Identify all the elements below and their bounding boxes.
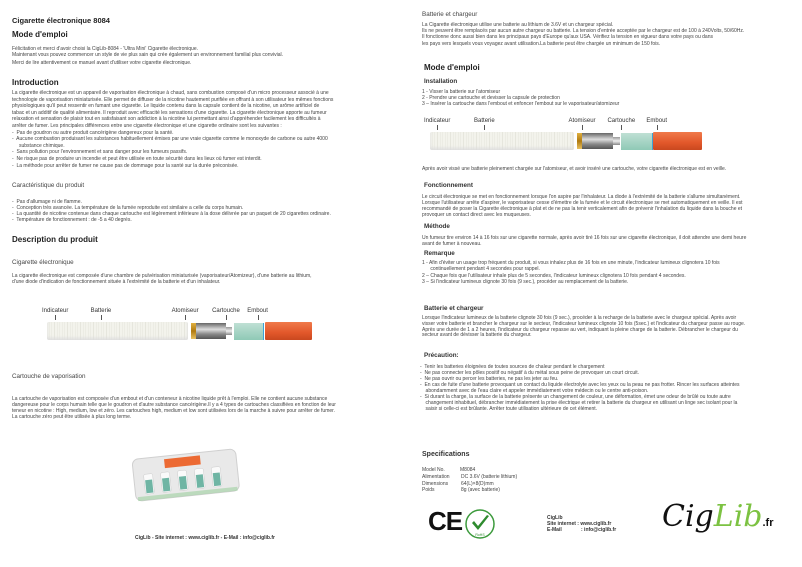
methode-text: Un fumeur tire environ 14 à 16 fois sur une cigarette normale, après avoir tiré 16 fois sur une cigarette électronique, il doit attendre une demi heure avant de fumer à nouveau. [422, 235, 747, 247]
installation-heading: Installation [424, 78, 458, 85]
after-install-text: Après avoir vissé une batterie pleinement chargée sur l'atomiseur, et avoir inséré une cartouche, votre cigarette électronique est en veille. [422, 166, 727, 172]
mouthpiece-part [265, 322, 312, 340]
spec-row: Model No. M8084 [422, 467, 476, 473]
welcome-text: Félicitation et merci d'avoir choisi la CigLib-8084 - 'Ultra Mini' Cigarette électronique. Maintenant vous pouvez commencer un style de vie plus sain qui crée également un environnement familial plus convivial. Merci de lire attentivement ce manuel avant d'utiliser votre cigarette électronique. [12, 46, 283, 66]
mouthpiece-part [653, 132, 702, 150]
left-footer: CigLib - Site internet : www.ciglib.fr - E-Mail : info@ciglib.fr [135, 535, 275, 541]
cartridge-box-image [128, 448, 244, 506]
precaution-list: - Tenir les batteries éloignées de toutes sources de chaleur pendant le chargement - Ne pas connecter les pôles positif ou négatif à du métal sous peine de provoquer un court circuit. - Ne pas ouvrir ou percer les batteries, ne pas les jeter au feu. - En cas de fuite d'une batterie provoquant un contact du liquide électrolyte avec les yeux ou la peau ne pas frotter. Rincer les surfaces atteintes abondamment avec de l'eau claire et appeler immédiatement votre médecin ou le centre anti-poison. - Si durant la charge, la surface de la batterie présente un changement de couleur, une déformation, émet une odeur de brûlé ou toute autre changement inhabituel, débrancher immédiatement la prise électrique et retirer la batterie du chargeur en utilisant un linge sec isolant pour la saisir si celle-ci est brûlante. Arrêter toute utilisation ultérieure de cet élément. [420, 364, 740, 412]
rohs-check-icon [464, 508, 496, 540]
cartouche-text: La cartouche de vaporisation est composée d'un embout et d'un conteneur à nicotine liquide prêt à l'emploi. Elle ne contient aucune substance dangereuse pour le corps humain telle que le goudron et d'autre substance cancérigène.Il y a 4 types de cartouches classifiées en fonction de leur teneur en nicotine : High, medium, low et zéro. Les cartouches high, medium et low sont utilisées lors de la marche à suivre pour arrêter de fumer. La cartouche zéro peut être utilisée à plus long terme. [12, 396, 336, 420]
ce-mark-icon: CE [428, 506, 463, 536]
atomizer-part [196, 323, 226, 339]
introduction-heading: Introduction [12, 78, 59, 87]
cigarette-diagram: Indicateur Batterie Atomiseur Cartouche Embout [42, 308, 312, 342]
precaution-heading: Précaution: [424, 352, 459, 359]
spec-row: Dimensions 64(L)×8(D)mm [422, 481, 494, 487]
methode-heading: Méthode [424, 223, 450, 230]
battery-part [47, 322, 187, 340]
caracteristique-heading: Caractéristique du produit [12, 182, 85, 189]
installation-steps: 1 - Visser la batterie sur l'atomiseur 2 - Prendre une cartouche et devisser la capsule de protection 3 – Insérer la cartouche dans l'embout et enfoncer l'embout sur le vaporisateur/atomizeur [422, 89, 620, 107]
rohs-label: RoHS [475, 533, 485, 537]
spec-row: Alimentation DC 3.6V (batterie lithium) [422, 474, 518, 480]
ciglib-logo: CigLib.fr [662, 499, 774, 534]
cartridge-part [234, 323, 265, 340]
cigarette-text: La cigarette électronique est composée d'une chambre de pulvérisation miniaturisée (vaporisateur/Atomizeur), d'une batterie au lithium, d'une diode d'indication de fonctionnement située à l'extrémité de la batterie et d'un inhalateur. [12, 273, 312, 285]
document-title: Cigarette électronique 8084 [12, 16, 110, 25]
mode-emploi-heading: Mode d'emploi [12, 30, 68, 39]
cigarette-heading: Cigarette électronique [12, 259, 74, 266]
introduction-text: La cigarette électronique est un appareil de vaporisation électronique à chaud, sans combustion composé d'un micro processeur associé à une technologie de vaporisation miniaturisée. Elle permet de diffuser de la nicotine hautement purifiée en offrant à son utilisateur les mêmes fonctions physiologiques qu'il peut ressentir en fumant une cigarette. Le liquide contenu dans la capsule contient de la nicotine, un arôme artificiel de tabac et un additif de qualité alimentaire. Il reproduit avec efficacité les sensations d'une cigarette. La cigarette électronique apporte au fumeur relaxation et sensation de plaisir tout en satisfaisant son addiction à la nicotine lui permettant ainsi d'appréhender facilement les difficultés à arrêter de fumer. Les principales différences entre une cigarette électronique et une cigarette ordinaire sont les suivantes : - Pas de goudron ou autre produit cancérigène dangereux pour la santé. - Aucune combustion produisant les substances habituellement émises par une vraie cigarette comme le monoxyde de carbone ou autre 4000 substance chimique. - Sans pollution pour l'environnement et sans danger pour les fumeurs passifs. - Ne risque pas de produire un incendie et peut être utilisée en toute sécurité dans les lieux où fumer est interdit. - La méthode pour arrêter de fumer ne cause pas de dommage pour la santé sur la durée préconisée. [12, 90, 334, 169]
cigarette-diagram-right: Indicateur Batterie Atomiseur Cartouche Embout [424, 118, 702, 152]
fonctionnement-heading: Fonctionnement [424, 182, 473, 189]
charge-text: Lorsque l'indicateur lumineux de la batterie clignote 30 fois (9 sec.), procéder à la recharge de la batterie avec le chargeur spécial. Après avoir visser votre batterie et brancher le chargeur sur le secteur, l'indicateur lumineux clignote 10 fois (5sec.) et l'indicateur du chargeur passe au rouge. Après une durée de 1 a 2 heures, l'indicateur du chargeur repasse au vert, indiquant la pleine charge de la batterie. Débrancher le chargeur du secteur avant de dévisser la batterie du chargeur. [422, 315, 746, 339]
atomizer-pin [613, 137, 620, 145]
contact-block: CigLib Site internet : www.ciglib.fr E-Mail : info@ciglib.fr [547, 515, 617, 533]
remarque-list: 1 - Afin d'éviter un usage trop fréquent du produit, si vous inhalez plus de 16 fois en une minute, l'indicateur lumineux clignotera 10 fois continuellement pendant 4 secondes pour rappel. 2 – Chaque fois que l'utilisateur inhale plus de 5 secondes, l'indicateur lumineux clignotera 10 fois pendant 4 secondes. 3 – Si l'indicateur lumineux clignote 30 fois (9 sec.), procéder au remplacement de la batterie. [422, 260, 720, 286]
batterie-intro-text: La Cigarette électronique utilise une batterie au lithium de 3.6V et un chargeur spécial. Ils ne peuvent être remplacés par aucun autre chargeur ou batterie. La tension d'entrée acceptée par le chargeur est de 100 à 240Volts, 50/60Hz. Il fonctionne donc aussi bien dans les principaux pays d'Europe qu'aux USA. Vérifiez la tension en vigueur dans votre pays ou dans les pays vers lesquels vous voyagez avant utilisation.La batterie peut être chargée un minimum de 150 fois. [422, 22, 745, 47]
atomizer-part [582, 133, 613, 149]
mode-emploi-heading-right: Mode d'emploi [424, 63, 480, 72]
caracteristique-list: - Pas d'allumage ni de flamme. - Conception très avancée. La température de la fumée reproduite est similaire a celle du corps humain. - La quantité de nicotine contenue dans chaque cartouche est légèrement inférieure à la dose délivrée par un paquet de 20 cigarettes ordinaire. - Température de fonctionnement : de -5 a 40 degrés. [12, 199, 331, 223]
fonctionnement-text: Le circuit électronique se met en fonctionnement lorsque l'on aspire par l'inhalateur. La diode à l'extrémité de la batterie s'allume simultanément. Lorsque l'utilisateur arrête d'aspirer, le vaporisateur cesse d'émettre de la fumée et le circuit électronique se met automatiquement en veille. Il est recommandé de poser la Cigarette électronique à plat et de ne pas la tenir verticalement afin de prévenir l'inhalation du liquide dans la bouche et provoquer un contact direct avec les muqueuses. [422, 194, 743, 218]
remarque-heading: Remarque [424, 250, 455, 257]
spec-row: Poids 8g (avec batterie) [422, 487, 500, 493]
cartouche-heading: Cartouche de vaporisation [12, 373, 86, 380]
batterie-intro-heading: Batterie et chargeur [422, 11, 478, 18]
description-heading: Description du produit [12, 235, 98, 244]
specifications-heading: Specifications [422, 451, 470, 458]
charge-heading: Batterie et chargeur [424, 305, 484, 312]
specifications-table [422, 467, 517, 493]
battery-part [430, 132, 575, 150]
cartridge-part [621, 133, 653, 150]
atomizer-pin [226, 327, 233, 335]
